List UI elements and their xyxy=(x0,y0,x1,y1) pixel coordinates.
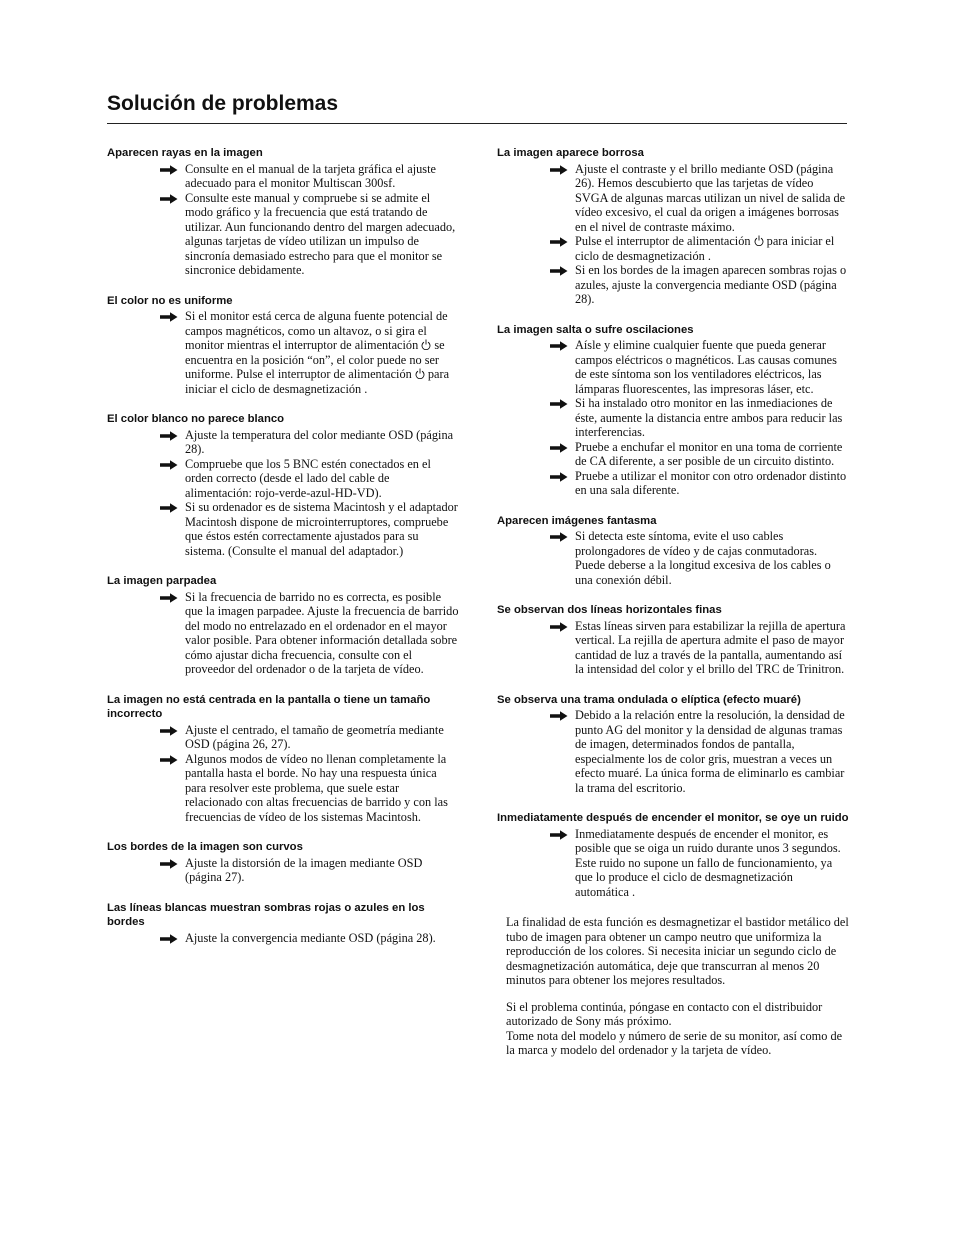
list-item xyxy=(107,428,459,457)
section-heading: La imagen no está centrada en la pantalla o tiene un tamaño incorrecto xyxy=(107,693,431,720)
troubleshooting-section xyxy=(107,574,459,677)
section-heading: Se observa una trama ondulada o elíptica (efecto muaré) xyxy=(497,693,801,706)
arrow-right-icon xyxy=(160,194,178,204)
page-title: Solución de problemas xyxy=(107,92,339,115)
solution-list xyxy=(497,338,849,498)
troubleshooting-section xyxy=(497,323,849,498)
solution-list xyxy=(107,856,459,885)
arrow-right-icon xyxy=(160,312,178,322)
item-text: Ajuste el contraste y el brillo mediante OSD (página 26). Hemos descubierto que las tarjetas de vídeo SVGA de algunas marcas utilizan un nivel de salida de vídeo excesivo, el cual da origen a imágenes borrosas en el nivel de contraste máximo. xyxy=(575,161,846,234)
list-item xyxy=(497,708,849,795)
list-item xyxy=(107,856,459,885)
list-item xyxy=(497,263,849,307)
section-heading: Inmediatamente después de encender el monitor, se oye un ruido xyxy=(497,812,849,824)
list-item xyxy=(497,827,849,900)
arrow-right-icon xyxy=(550,830,568,840)
solution-list xyxy=(497,708,849,795)
solution-list xyxy=(107,590,459,677)
title-rule xyxy=(107,123,847,124)
troubleshooting-section xyxy=(107,693,459,825)
item-text: Ajuste la temperatura del color mediante OSD (página 28). xyxy=(185,427,454,456)
list-item xyxy=(497,440,849,469)
right-sections xyxy=(497,146,849,899)
arrow-right-icon xyxy=(550,399,568,409)
item-text: Si su ordenador es de sistema Macintosh y el adaptador Macintosh dispone de microinterruptores, compruebe que éstos estén correctamente ajustados para su sistema. (Consulte el manual del adaptador.) xyxy=(185,500,458,558)
right-column xyxy=(497,146,849,1070)
item-text: Estas líneas sirven para estabilizar la rejilla de apertura vertical. La rejilla de apertura admite el paso de mayor cantidad de luz a través de la pantalla, aumentando así la intensidad del color y el brillo del TRC de Trinitron. xyxy=(575,618,846,676)
arrow-right-icon xyxy=(160,593,178,603)
solution-list xyxy=(107,428,459,559)
list-item xyxy=(107,752,459,825)
list-item xyxy=(107,457,459,501)
section-heading: Aparecen rayas en la imagen xyxy=(107,147,263,159)
arrow-right-icon xyxy=(550,622,568,632)
item-text: Algunos modos de vídeo no llenan completamente la pantalla hasta el borde. No hay una respuesta única para resolver este problema, que suele estar relacionado con altas frecuencias de barrido y con las frecuencias de vídeo de los sistemas Macintosh. xyxy=(185,751,448,824)
item-text: Si el monitor está cerca de alguna fuente potencial de campos magnéticos, como un altavoz, o si gira el monitor mientras el interruptor de alimentación se encuentra en la posición “on”, el color puede no ser uniforme. Pulse el interruptor de alimentación para iniciar el ciclo de desmagnetización . xyxy=(185,309,450,396)
troubleshooting-section xyxy=(497,603,849,677)
item-text: Si ha instalado otro monitor en las inmediaciones de éste, aumente la distancia entre ambos para reducir las interferencias. xyxy=(575,396,843,439)
item-text: Ajuste la convergencia mediante OSD (página 28). xyxy=(185,930,436,945)
arrow-right-icon xyxy=(550,237,568,247)
item-text: Si en los bordes de la imagen aparecen sombras rojas o azules, ajuste la convergencia mediante OSD (página 28). xyxy=(575,263,847,306)
arrow-right-icon xyxy=(550,266,568,276)
item-text: Pruebe a utilizar el monitor con otro ordenador distinto en una sala diferente. xyxy=(575,468,847,497)
troubleshooting-section xyxy=(107,901,459,946)
section-heading: Se observan dos líneas horizontales finas xyxy=(497,604,722,616)
arrow-right-icon xyxy=(160,460,178,470)
solution-list xyxy=(107,162,459,278)
list-item xyxy=(497,338,849,396)
arrow-right-icon xyxy=(160,859,178,869)
item-text: Inmediatamente después de encender el monitor, es posible que se oiga un ruido durante unos 3 segundos. Este ruido no supone un fallo de funcionamiento, ya que lo produce el ciclo de desmagnetización automática . xyxy=(575,826,841,899)
list-item xyxy=(497,619,849,677)
arrow-right-icon xyxy=(550,443,568,453)
arrow-right-icon xyxy=(160,726,178,736)
section-heading: La imagen parpadea xyxy=(107,575,217,587)
list-item xyxy=(497,234,849,263)
troubleshooting-section xyxy=(497,693,849,796)
arrow-right-icon xyxy=(160,503,178,513)
item-text: Ajuste el centrado, el tamaño de geometría mediante OSD (página 26, 27). xyxy=(185,722,444,751)
solution-list xyxy=(497,529,849,587)
solution-list xyxy=(497,827,849,900)
section-heading: Los bordes de la imagen son curvos xyxy=(107,841,303,853)
arrow-right-icon xyxy=(550,165,568,175)
section-heading: El color no es uniforme xyxy=(107,294,233,307)
section-heading: Aparecen imágenes fantasma xyxy=(497,514,657,527)
item-text: Pulse el interruptor de alimentación para iniciar el ciclo de desmagnetización . xyxy=(575,234,835,263)
item-text: Compruebe que los 5 BNC estén conectados en el orden correcto (desde el lado del cable de alimentación: rojo-verde-azul-HD-VD). xyxy=(185,456,431,500)
troubleshooting-section xyxy=(107,840,459,885)
item-text: Consulte en el manual de la tarjeta gráfica el ajuste adecuado para el monitor Multiscan 300sf. xyxy=(185,161,436,190)
item-text: Debido a la relación entre la resolución, la densidad de punto AG del monitor y la densidad de algunas tramas de imagen, determinados fondos de pantalla, especialmente los de color gris, muestran a veces un efecto muaré. La única forma de eliminarlo es cambiar la trama del escritorio. xyxy=(575,708,845,795)
list-item xyxy=(497,162,849,235)
list-item xyxy=(107,162,459,191)
contact-note: Si el problema continúa, póngase en contacto con el distribuidor autorizado de Sony más próximo. xyxy=(506,999,823,1028)
troubleshooting-section xyxy=(497,146,849,307)
solution-list xyxy=(107,723,459,825)
footnote: La finalidad de esta función es desmagnetizar el bastidor metálico del tubo de imagen para obtener un campo neutro que uniformiza la reproducción de los colores. Si necesita iniciar un segundo ciclo de desmagnetización automática, deje que transcurran al menos 20 minutos para obtener los mejores resultados. xyxy=(506,915,849,987)
power-icon xyxy=(754,235,764,246)
solution-list xyxy=(497,162,849,307)
troubleshooting-section xyxy=(497,811,849,899)
list-item xyxy=(497,396,849,440)
power-icon xyxy=(415,368,425,379)
arrow-right-icon xyxy=(160,755,178,765)
item-text: Ajuste la distorsión de la imagen mediante OSD (página 27). xyxy=(185,855,423,884)
arrow-right-icon xyxy=(550,532,568,542)
solution-list xyxy=(497,619,849,677)
section-heading: Las líneas blancas muestran sombras rojas o azules en los bordes xyxy=(107,901,425,928)
troubleshooting-section xyxy=(497,514,849,588)
serial-note: Tome nota del modelo y número de serie de su monitor, así como de la marca y modelo del ordenador y la tarjeta de vídeo. xyxy=(506,1028,843,1057)
item-text: Consulte este manual y compruebe si se admite el modo gráfico y la frecuencia que está tratando de utilizar. Aun funcionando dentro del margen adecuado, algunas tarjetas de vídeo utilizan un impulso de sincronía demasiado estrecho para que el monitor se sincronice debidamente. xyxy=(185,190,456,277)
item-text: Pruebe a enchufar el monitor en una toma de corriente de CA diferente, a ser posible de un circuito distinto. xyxy=(575,439,843,468)
arrow-right-icon xyxy=(550,711,568,721)
list-item xyxy=(107,500,459,558)
list-item xyxy=(107,931,459,946)
section-heading: La imagen salta o sufre oscilaciones xyxy=(497,323,694,336)
left-column xyxy=(107,146,459,961)
list-item xyxy=(107,191,459,278)
list-item xyxy=(107,309,459,396)
troubleshooting-section xyxy=(107,412,459,558)
arrow-right-icon xyxy=(160,431,178,441)
section-heading: La imagen aparece borrosa xyxy=(497,147,644,159)
list-item xyxy=(497,469,849,498)
arrow-right-icon xyxy=(160,934,178,944)
power-icon xyxy=(421,339,431,350)
list-item xyxy=(107,590,459,677)
troubleshooting-section xyxy=(107,146,459,278)
arrow-right-icon xyxy=(550,472,568,482)
arrow-right-icon xyxy=(160,165,178,175)
arrow-right-icon xyxy=(550,341,568,351)
troubleshooting-section xyxy=(107,294,459,397)
solution-list xyxy=(107,931,459,946)
list-item xyxy=(497,529,849,587)
list-item xyxy=(107,723,459,752)
item-text: Si la frecuencia de barrido no es correcta, es posible que la imagen parpadee. Ajuste la frecuencia de barrido del modo no entrelazado en el ordenador en el mayor valor posible. Para obtener información detallada sobre cómo ajustar dicha frecuencia, consulte con el proveedor del ordenador o de la tarjeta de vídeo. xyxy=(185,589,459,676)
item-text: Aísle y elimine cualquier fuente que pueda generar campos eléctricos o magnéticos. Las causas comunes de este síntoma son los ventiladores eléctricos, las lámparas fluorescentes, las impresoras láser, etc. xyxy=(575,338,837,396)
section-heading: El color blanco no parece blanco xyxy=(107,413,285,425)
solution-list xyxy=(107,309,459,396)
item-text: Si detecta este síntoma, evite el uso cables prolongadores de vídeo y de cajas conmutadoras. Puede deberse a la longitud excesiva de los cables o una conexión débil. xyxy=(575,529,831,587)
